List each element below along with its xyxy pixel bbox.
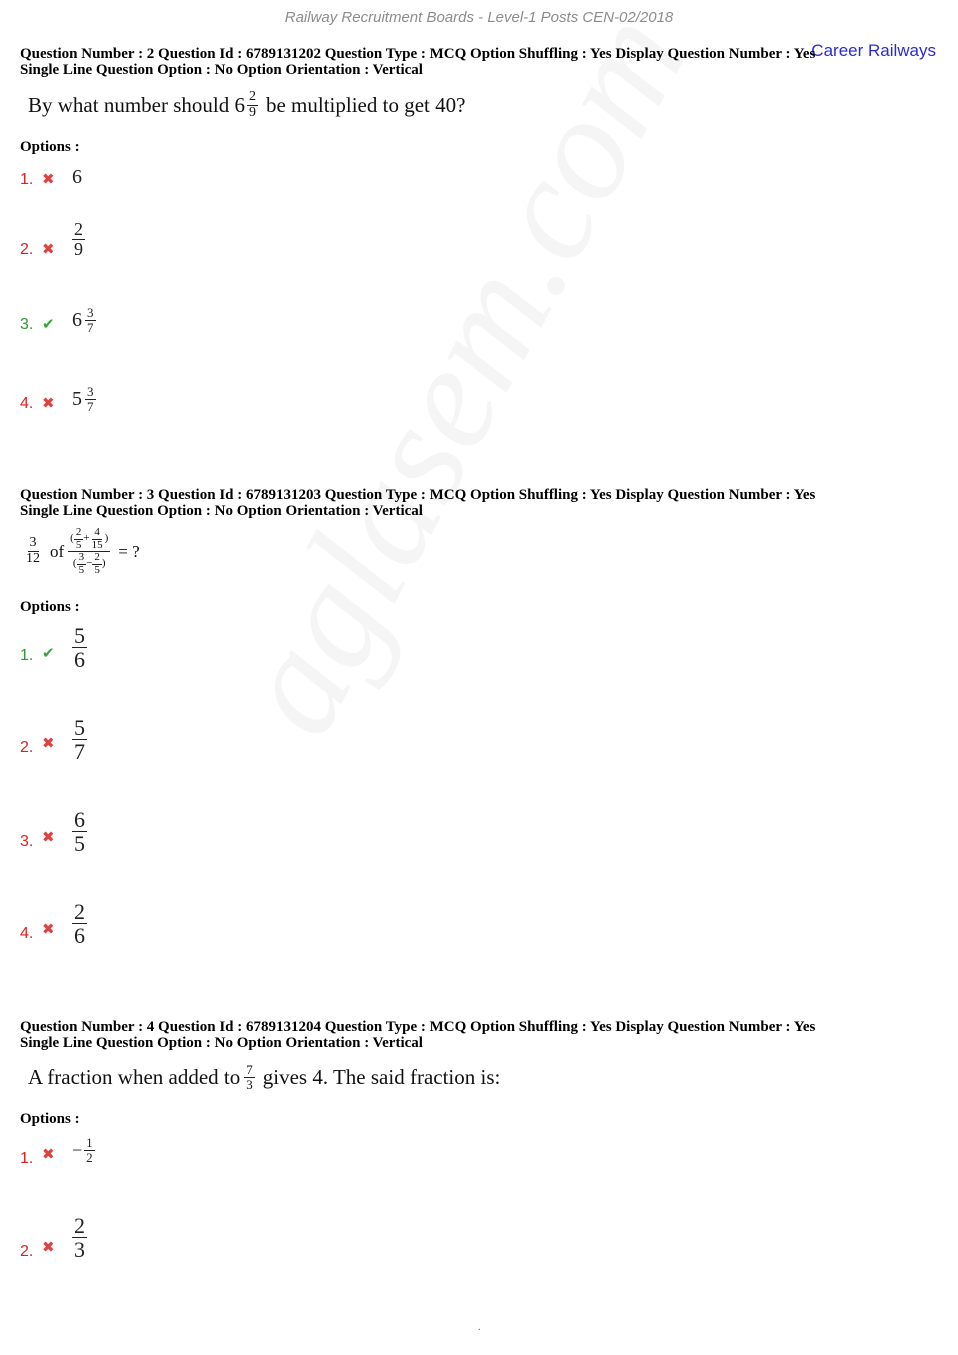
- fraction-denominator: 9: [74, 238, 83, 259]
- question-fraction: [244, 1063, 255, 1091]
- fraction-numerator: 5: [74, 715, 85, 740]
- options-label: Options :: [20, 599, 80, 615]
- option-mixed-number: [72, 306, 96, 334]
- option-fraction: [72, 624, 87, 671]
- fraction-denominator: 5: [75, 538, 82, 551]
- option-fraction: [72, 1214, 87, 1261]
- option-signed-fraction: [72, 1136, 95, 1164]
- question-meta-line1: Question Number : 2 Question Id : 6789131202 Question Type : MCQ Option Shuffling : Yes Display Question Number : Yes: [20, 46, 816, 62]
- option-fraction: [84, 1136, 95, 1164]
- wrong-mark-icon: ✖: [42, 396, 55, 413]
- of-word: of: [50, 541, 65, 561]
- option-item[interactable]: [20, 900, 87, 947]
- option-number: 4.: [20, 925, 34, 943]
- options-list-q3: [20, 620, 320, 970]
- fraction-denominator: 7: [87, 398, 94, 414]
- fraction-denominator: 7: [74, 739, 85, 765]
- option-item[interactable]: [20, 808, 87, 855]
- career-railways-link[interactable]: Career Railways: [811, 41, 936, 60]
- option-fraction: [72, 716, 87, 763]
- option-fraction: [72, 900, 87, 947]
- lead-fraction: [24, 536, 42, 566]
- option-number: 2.: [20, 1243, 34, 1261]
- fraction-denominator: 6: [74, 923, 85, 949]
- question-meta-line2: Single Line Question Option : No Option Orientation : Vertical: [20, 503, 423, 519]
- wrong-mark-icon: ✖: [42, 172, 55, 188]
- option-number: 3.: [20, 833, 34, 851]
- fraction-denominator: 7: [87, 319, 94, 335]
- option-item[interactable]: [20, 220, 85, 259]
- question-text: [28, 1063, 815, 1091]
- wrong-mark-icon: ✖: [42, 830, 55, 847]
- option-number: 2.: [20, 240, 34, 258]
- wrong-mark-icon: ✖: [42, 1147, 55, 1164]
- fraction-denominator: 15: [91, 538, 103, 551]
- option-number: 2.: [20, 739, 34, 757]
- option-whole: 5: [72, 387, 82, 410]
- fraction-numerator: 7: [246, 1062, 253, 1077]
- fraction-numerator: 2: [74, 1213, 85, 1238]
- option-number: 1.: [20, 647, 34, 665]
- fraction-numerator: 2: [248, 89, 256, 104]
- option-item[interactable]: [20, 166, 82, 189]
- fraction-denominator: 5: [74, 831, 85, 857]
- wrong-mark-icon: ✖: [42, 241, 55, 258]
- question-text: [28, 90, 815, 120]
- question-meta-line2: Single Line Question Option : No Option Orientation : Vertical: [20, 1035, 423, 1051]
- fraction-numerator: 2: [74, 219, 83, 239]
- options-list-q2: [20, 160, 320, 440]
- fraction-numerator: 3: [29, 535, 37, 551]
- fraction-numerator: 2: [74, 899, 85, 924]
- option-fraction: [85, 385, 96, 413]
- correct-mark-icon: ✔: [42, 317, 55, 334]
- option-number: 3.: [20, 316, 34, 334]
- fraction-numerator: 3: [78, 551, 85, 564]
- fraction-numerator: 2: [94, 551, 100, 564]
- compound-fraction: [68, 527, 110, 576]
- expression-tail: = ?: [118, 541, 140, 561]
- question-meta-line1: Question Number : 4 Question Id : 6789131204 Question Type : MCQ Option Shuffling : Yes Display Question Number : Yes: [20, 1019, 816, 1035]
- fraction-numerator: 3: [87, 384, 94, 399]
- question-text-end: be multiplied to get 40?: [265, 92, 466, 117]
- compound-numerator: ( $\frac{2}{5}$ + $\frac{4}{15}$ ): [70, 526, 109, 551]
- question-2: [20, 46, 815, 120]
- option-fraction: [72, 220, 85, 259]
- wrong-mark-icon: ✖: [42, 1240, 55, 1257]
- fraction-denominator: 2: [86, 1149, 93, 1165]
- option-number: 1.: [20, 171, 34, 188]
- fraction-denominator: 3: [74, 1237, 85, 1263]
- footer-dot: .: [478, 1322, 481, 1333]
- wrong-mark-icon: ✖: [42, 736, 55, 753]
- option-item[interactable]: [20, 1136, 95, 1168]
- question-4: [20, 1019, 815, 1091]
- question-text-start: A fraction when added to: [28, 1064, 241, 1089]
- minus-sign: −: [72, 1139, 83, 1160]
- fraction-numerator: 5: [74, 623, 85, 648]
- option-number: 4.: [20, 395, 34, 413]
- option-item[interactable]: [20, 385, 96, 413]
- options-label: Options :: [20, 1111, 80, 1127]
- fraction-numerator: 2: [75, 526, 82, 538]
- question-text-end: gives 4. The said fraction is:: [262, 1064, 501, 1089]
- wrong-mark-icon: ✖: [42, 922, 55, 939]
- option-number: 1.: [20, 1150, 34, 1168]
- question-meta-line1: Question Number : 3 Question Id : 6789131203 Question Type : MCQ Option Shuffling : Yes Display Question Number : Yes: [20, 487, 816, 503]
- fraction-denominator: 5: [94, 563, 100, 576]
- fraction-denominator: 9: [248, 104, 256, 120]
- question-meta-line2: Single Line Question Option : No Option Orientation : Vertical: [20, 62, 423, 78]
- option-mixed-number: [72, 385, 96, 413]
- question-fraction: [247, 90, 258, 120]
- option-fraction: [85, 306, 96, 334]
- page-header-title: Railway Recruitment Boards - Level-1 Posts CEN-02/2018: [284, 9, 674, 26]
- fraction-numerator: 1: [86, 1135, 93, 1150]
- option-whole: 6: [72, 308, 82, 331]
- fraction-numerator: 6: [74, 807, 85, 832]
- option-item[interactable]: [20, 716, 87, 763]
- fraction-denominator: 6: [74, 647, 85, 673]
- fraction-denominator: 3: [246, 1076, 253, 1092]
- question-3: [20, 487, 815, 576]
- option-value: 6: [72, 166, 82, 188]
- options-label: Options :: [20, 139, 80, 155]
- question-text-start: By what number should 6: [28, 92, 245, 117]
- fraction-denominator: 12: [26, 551, 40, 567]
- option-item[interactable]: [20, 1214, 87, 1261]
- question-expression: [24, 527, 815, 576]
- compound-denominator: ( $\frac{3}{5}$ − $\frac{2}{5}$ ): [72, 551, 106, 576]
- option-fraction: [72, 808, 87, 855]
- option-item[interactable]: [20, 306, 96, 334]
- option-item[interactable]: [20, 624, 87, 671]
- fraction-numerator: 4: [94, 526, 100, 538]
- fraction-denominator: 5: [78, 563, 85, 576]
- options-list-q4: [20, 1132, 320, 1282]
- fraction-numerator: 3: [87, 305, 94, 320]
- correct-mark-icon: ✔: [42, 646, 55, 663]
